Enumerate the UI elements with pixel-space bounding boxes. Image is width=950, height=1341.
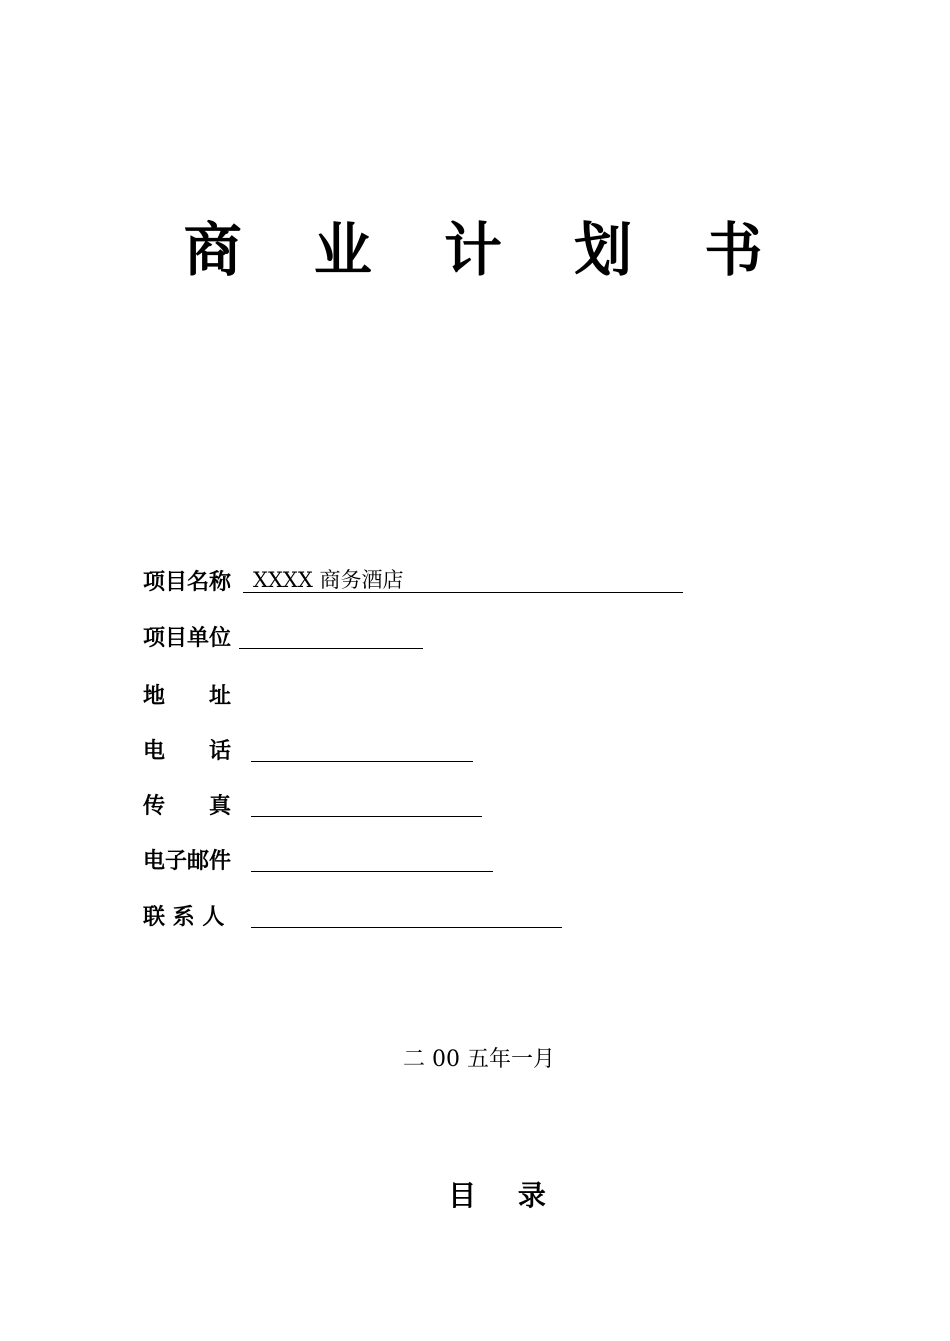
fax-line [251, 792, 482, 817]
field-address [143, 680, 243, 712]
document-date: 二 00 五年一月 [403, 1047, 555, 1072]
field-fax [143, 790, 482, 822]
document-title: 商 业 计 划 书 [183, 216, 789, 284]
project-name-line [243, 568, 683, 593]
field-label: 地 址 [143, 683, 232, 709]
field-label: 电 话 [143, 738, 232, 764]
phone-line [251, 737, 473, 762]
field-phone [143, 735, 473, 767]
field-label: 项目名称 [143, 569, 232, 595]
project-name-value: XXXX 商务酒店 [253, 568, 404, 592]
field-project-unit [143, 622, 423, 654]
field-project-name [143, 566, 683, 598]
toc-heading: 目 录 [448, 1179, 562, 1212]
field-contact [143, 901, 562, 933]
email-line [251, 847, 493, 872]
field-label: 联 系 人 [143, 904, 225, 930]
contact-line [251, 903, 562, 928]
field-label: 电子邮件 [143, 848, 232, 874]
field-label: 传 真 [143, 793, 232, 819]
field-label: 项目单位 [143, 625, 232, 651]
field-email [143, 845, 493, 877]
project-unit-line [239, 624, 423, 649]
